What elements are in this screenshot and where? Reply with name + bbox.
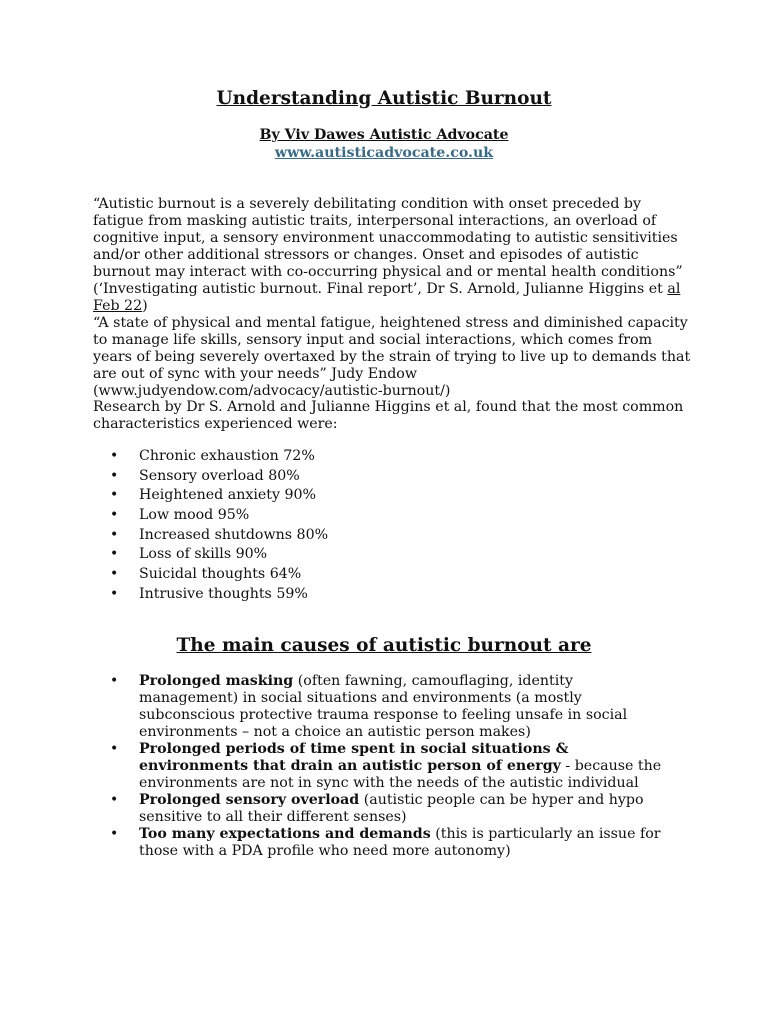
quote-endow: “A state of physical and mental fatigue, heightened stress and diminished capacity to manage life skills, sensory input and social interactions, which comes from years of being severely overtaxed by the strain of trying to live up to demands that are out of sync with your needs” Judy Endow (www.judyendow.com/advocacy/autistic-burnout/) (93, 315, 691, 399)
research-intro: Research by Dr S. Arnold and Julianne Higgins et al, found that the most common characteristics experienced were: (93, 399, 684, 432)
list-item (93, 448, 693, 468)
list-item (93, 527, 693, 547)
bullet-icon: • (110, 566, 119, 583)
cause-title: Prolonged masking (139, 673, 294, 689)
cause-title: Prolonged sensory overload (139, 792, 360, 808)
author-byline: By Viv Dawes Autistic Advocate (259, 127, 509, 143)
bullet-icon: • (110, 585, 119, 602)
list-item-text: Low mood 95% (139, 507, 250, 524)
bullet-icon: • (110, 546, 119, 563)
list-item-text: Suicidal thoughts 64% (139, 566, 302, 583)
list-item (93, 673, 673, 741)
bullet-icon: • (110, 826, 119, 842)
list-item-text: Chronic exhaustion 72% (139, 448, 315, 464)
bullet-icon: • (110, 507, 119, 524)
bullet-icon: • (110, 526, 119, 543)
list-item (93, 826, 673, 860)
characteristics-list (93, 448, 693, 606)
bullet-icon: • (110, 792, 119, 808)
list-item (93, 792, 673, 826)
report-link[interactable]: al Feb 22 (93, 281, 681, 314)
quote-arnold-text: “Autistic burnout is a severely debilitating condition with onset preceded by fatigue from masking autistic traits, interpersonal interactions, an overload of cognitive input, a sensory environment unaccommodating to autistic sensitivities and/or other additional stressors or changes. Onset and episodes of autistic burnout may interact with co-occurring physical and or mental health conditions” (‘Investigating autistic burnout. Final report’, Dr S. Arnold, Julianne Higgins et (93, 196, 683, 297)
causes-list (93, 673, 673, 860)
list-item (93, 546, 693, 566)
page-title: Understanding Autistic Burnout (216, 88, 552, 109)
website-link[interactable]: www.autisticadvocate.co.uk (274, 145, 494, 161)
bullet-icon: • (110, 487, 119, 504)
list-item (93, 586, 693, 606)
cause-title: Prolonged periods of time spent in social situations & environments that drain an autistic person of energy (139, 741, 569, 774)
list-item-text: Sensory overload 80% (139, 467, 300, 484)
list-item (93, 487, 693, 507)
cause-description: (autistic people can be hyper and hypo sensitive to all their different senses) (139, 792, 644, 825)
list-item-text: Loss of skills 90% (139, 546, 268, 563)
cause-title: Too many expectations and demands (139, 826, 431, 842)
cause-description: (often fawning, camouflaging, identity management) in social situations and environments (a mostly subconscious protective trauma response to feeling unsafe in social environments – not a choice an autistic person makes) (139, 673, 628, 740)
cause-description: - because the environments are not in sync with the needs of the autistic individual (139, 758, 662, 791)
list-item (93, 566, 693, 586)
bullet-icon: • (110, 448, 119, 464)
quote-arnold-close: ) (142, 298, 148, 314)
quote-arnold (93, 196, 693, 315)
causes-heading: The main causes of autistic burnout are (176, 635, 592, 656)
bullet-icon: • (110, 741, 119, 757)
list-item (93, 741, 673, 792)
list-item (93, 507, 693, 527)
list-item-text: Increased shutdowns 80% (139, 526, 329, 543)
bullet-icon: • (110, 467, 119, 484)
cause-description: (this is particularly an issue for those with a PDA profile who need more autonomy) (139, 826, 661, 859)
bullet-icon: • (110, 673, 119, 689)
list-item (93, 468, 693, 488)
list-item-text: Heightened anxiety 90% (139, 487, 317, 504)
list-item-text: Intrusive thoughts 59% (139, 585, 308, 602)
